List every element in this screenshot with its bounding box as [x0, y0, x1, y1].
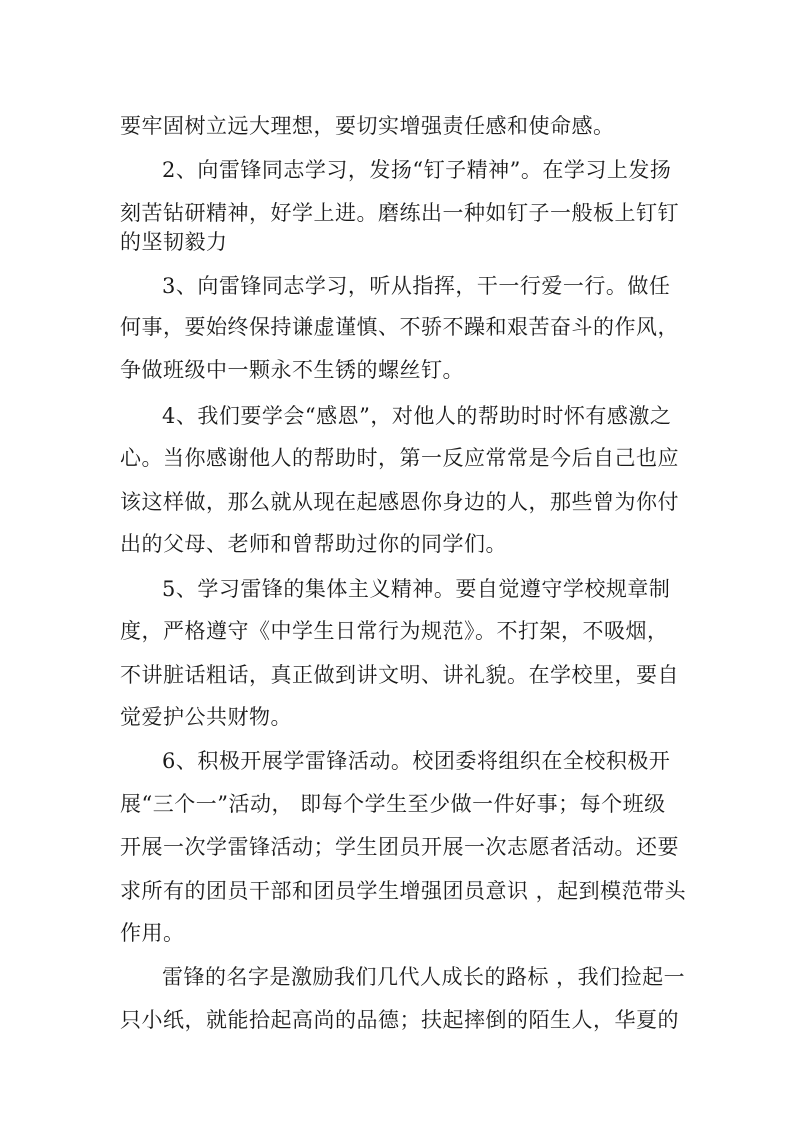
- text-line: 5、学习雷锋的集体主义精神。要自觉遵守学校规章制: [162, 577, 671, 601]
- text-line: 的坚韧毅力: [120, 230, 228, 254]
- text-line: 开展一次学雷锋活动；学生团员开展一次志愿者活动。还要: [120, 835, 679, 859]
- text-line: 6、积极开展学雷锋活动。校团委将组织在全校积极开: [162, 749, 671, 773]
- text-line: 作用。: [120, 921, 185, 945]
- text-line: 出的父母、老师和曾帮助过你的同学们。: [120, 532, 507, 556]
- text-line: 雷锋的名字是激励我们几代人成长的路标 ，我们捡起一: [162, 965, 686, 989]
- text-line: 刻苦钻研精神，好学上进。磨练出一种如钉子一般板上钉钉: [120, 201, 679, 225]
- text-line: 度，严格遵守《中学生日常行为规范》。不打架，不吸烟，: [120, 619, 669, 643]
- text-line: 心。当你感谢他人的帮助时，第一反应常常是今后自己也应: [120, 446, 679, 470]
- text-line: 只小纸，就能拾起高尚的品德；扶起摔倒的陌生人，华夏的: [120, 1008, 679, 1032]
- text-line: 争做班级中一颗永不生锈的螺丝钉。: [120, 358, 464, 382]
- text-line: 展“三个一”活动， 即每个学生至少做一件好事；每个班级: [120, 792, 666, 816]
- text-line: 何事，要始终保持谦虚谨慎、不骄不躁和艰苦奋斗的作风，: [120, 315, 679, 339]
- text-line: 不讲脏话粗话，真正做到讲文明、讲礼貌。在学校里，要自: [120, 663, 679, 687]
- text-line: 2、向雷锋同志学习，发扬“钉子精神”。在学习上发扬: [162, 158, 672, 182]
- text-line: 4、我们要学会“感恩”，对他人的帮助时时怀有感激之: [162, 404, 672, 428]
- text-line: 觉爱护公共财物。: [120, 705, 292, 729]
- text-line: 要牢固树立远大理想，要切实增强责任感和使命感。: [120, 114, 615, 138]
- text-line: 3、向雷锋同志学习，听从指挥，干一行爱一行。做任: [162, 274, 671, 298]
- text-line: 该这样做，那么就从现在起感恩你身边的人，那些曾为你付: [120, 490, 679, 514]
- text-line: 求所有的团员干部和团员学生增强团员意识 ，起到模范带头: [120, 879, 687, 903]
